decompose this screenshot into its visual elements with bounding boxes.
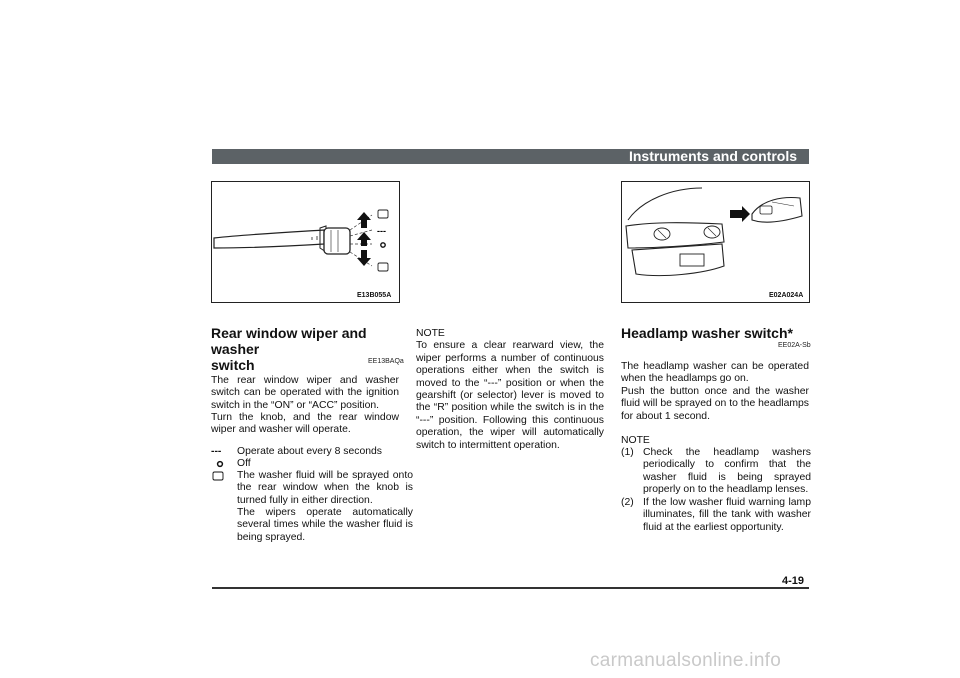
intermittent-symbol: --- <box>211 446 222 457</box>
washer-icon <box>211 470 231 486</box>
mode-description: The washer fluid will be sprayed onto the rear window when the knob is turned fully in either direction. <box>237 470 413 506</box>
headlamp-para1: The headlamp washer can be operated when the headlamps go on. <box>621 361 809 385</box>
figure-code: E13B055A <box>357 292 392 299</box>
footer-rule <box>212 587 809 589</box>
rear-wiper-heading <box>211 325 411 373</box>
headlamp-note-label: NOTE <box>621 435 650 446</box>
headlamp-para2: Push the button once and the washer fluid will be sprayed on to the headlamps for about 1 second. <box>621 386 809 422</box>
note-number: (1) <box>621 447 634 458</box>
mode-description: Off <box>237 458 251 469</box>
watermark-text: carmanualsonline.info <box>590 650 782 671</box>
mode-description: Operate about every 8 seconds <box>237 446 382 457</box>
headlamp-washer-code: EE02A-Sb <box>778 342 811 349</box>
headlamp-washer-illustration <box>622 182 809 302</box>
note-label: NOTE <box>416 328 445 339</box>
note-text: To ensure a clear rearward view, the wiper performs a number of continuous operations either when the switch is moved to the “---” position or when the gearshift (or selector) lever is moved to the “R” position while the switch is in the “---” position. Following this continuous operation, the wiper will automatically switch to intermittent operation. <box>416 340 604 451</box>
note-body: If the low washer fluid warning lamp illuminates, fill the tank with washer fluid at the earliest opportunity. <box>643 497 811 533</box>
middle-note <box>416 328 604 452</box>
headlamp-washer-figure <box>621 181 810 303</box>
mode-description: The wipers operate automatically several times while the washer fluid is being sprayed. <box>237 507 413 543</box>
wiper-stalk-illustration <box>212 182 399 302</box>
page-number: 4-19 <box>782 575 805 587</box>
section-title: Instruments and controls <box>628 148 797 164</box>
section-header-bar <box>212 149 809 164</box>
rear-wiper-intro: The rear window wiper and washer switch can be operated with the ignition switch in the “ON” or “ACC” position. <box>211 375 399 411</box>
rear-wiper-heading-line1: Rear window wiper and washer <box>211 325 367 357</box>
note-number: (2) <box>621 497 634 508</box>
figure-code: E02A024A <box>769 292 804 299</box>
note-body: Check the headlamp washers periodically to confirm that the washer fluid is being sprayed properly on to the headlamp lenses. <box>643 447 811 496</box>
wiper-switch-figure <box>211 181 400 303</box>
rear-wiper-intro2: Turn the knob, and the rear window wiper and washer will operate. <box>211 412 399 436</box>
rear-wiper-code: EE13BAQa <box>368 358 404 365</box>
svg-text:---: --- <box>377 226 386 236</box>
headlamp-washer-heading: Headlamp washer switch* <box>621 325 793 341</box>
rear-wiper-heading-line2: switch <box>211 357 255 373</box>
